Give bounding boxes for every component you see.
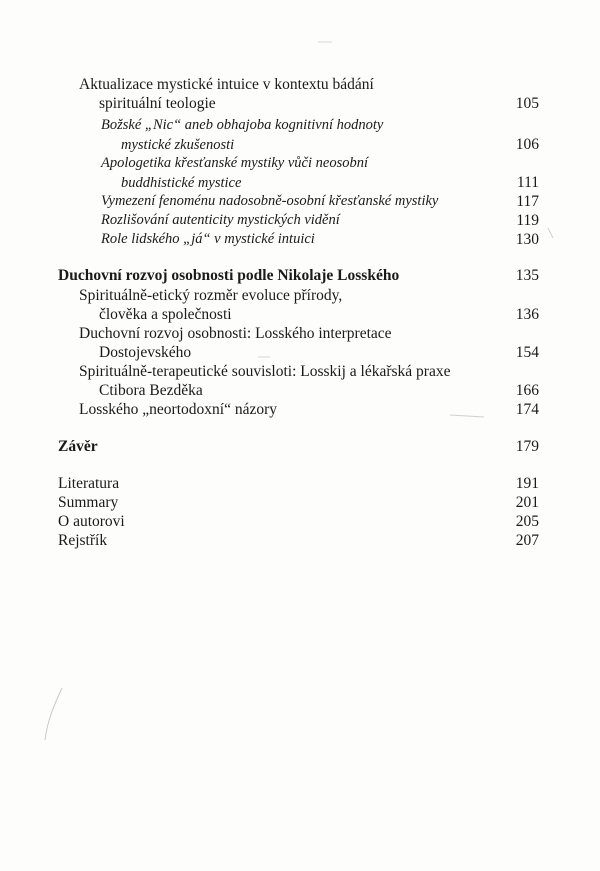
toc-page-number: 105 (515, 95, 539, 112)
toc-page-number: 201 (515, 494, 539, 511)
toc-chapter-title: Závěr (58, 438, 98, 455)
toc-page-number: 106 (515, 136, 539, 153)
toc-page-number: 166 (515, 382, 539, 399)
toc-page-number: 117 (516, 193, 539, 210)
toc-entry-title: Spirituálně-etický rozměr evoluce přírody, (79, 287, 343, 304)
toc-entry-title: Aktualizace mystické intuice v kontextu bádání (79, 76, 374, 93)
toc-entry-title-cont: Ctibora Bezděka (99, 382, 203, 399)
toc-page-number: 174 (515, 401, 539, 418)
toc-entry-title-cont: buddhistické mystice (121, 175, 242, 191)
toc-page-number: 154 (515, 344, 539, 361)
toc-chapter-title: Duchovní rozvoj osobnosti podle Nikolaje Losského (58, 267, 400, 284)
toc-entry-title-cont: Dostojevského (99, 344, 192, 361)
toc-page-number: 136 (515, 306, 539, 323)
toc-page-number: 191 (515, 475, 539, 492)
toc-entry-title: O autorovi (58, 513, 125, 530)
toc-entry-title-cont: mystické zkušenosti (121, 137, 235, 153)
toc-entry-title: Rejstřík (58, 532, 108, 549)
toc-page-number: 207 (515, 532, 539, 549)
toc-entry-title: Apologetika křesťanské mystiky vůči neosobní (101, 155, 368, 171)
toc-entry-title: Rozlišování autenticity mystických vidění (101, 212, 340, 228)
toc-entry-title: Summary (58, 494, 119, 511)
toc-page-number: 130 (515, 231, 539, 248)
toc-entry-title: Duchovní rozvoj osobnosti: Losského interpretace (79, 325, 392, 342)
toc-entry-title: Božské „Nic“ aneb obhajoba kognitivní hodnoty (101, 117, 384, 133)
toc-entry-title: Literatura (58, 475, 120, 492)
toc-entry-title: Losského „neortodoxní“ názory (79, 401, 277, 418)
toc-page-number: 119 (516, 212, 539, 229)
toc-entry-title: Vymezení fenoménu nadosobně-osobní křesťanské mystiky (101, 193, 439, 209)
toc-entry-title: Spirituálně-terapeutické souvisloti: Losskij a lékařská praxe (79, 363, 451, 380)
toc-entry-title-cont: člověka a společnosti (99, 306, 232, 323)
toc-entry-title-cont: spirituální teologie (99, 95, 216, 112)
toc-page-number: 179 (515, 438, 539, 455)
toc-page-number: 205 (515, 513, 539, 530)
toc-page-number: 111 (516, 174, 539, 191)
toc-page-number: 135 (515, 267, 539, 284)
toc-entry-title: Role lidského „já“ v mystické intuici (101, 231, 315, 247)
